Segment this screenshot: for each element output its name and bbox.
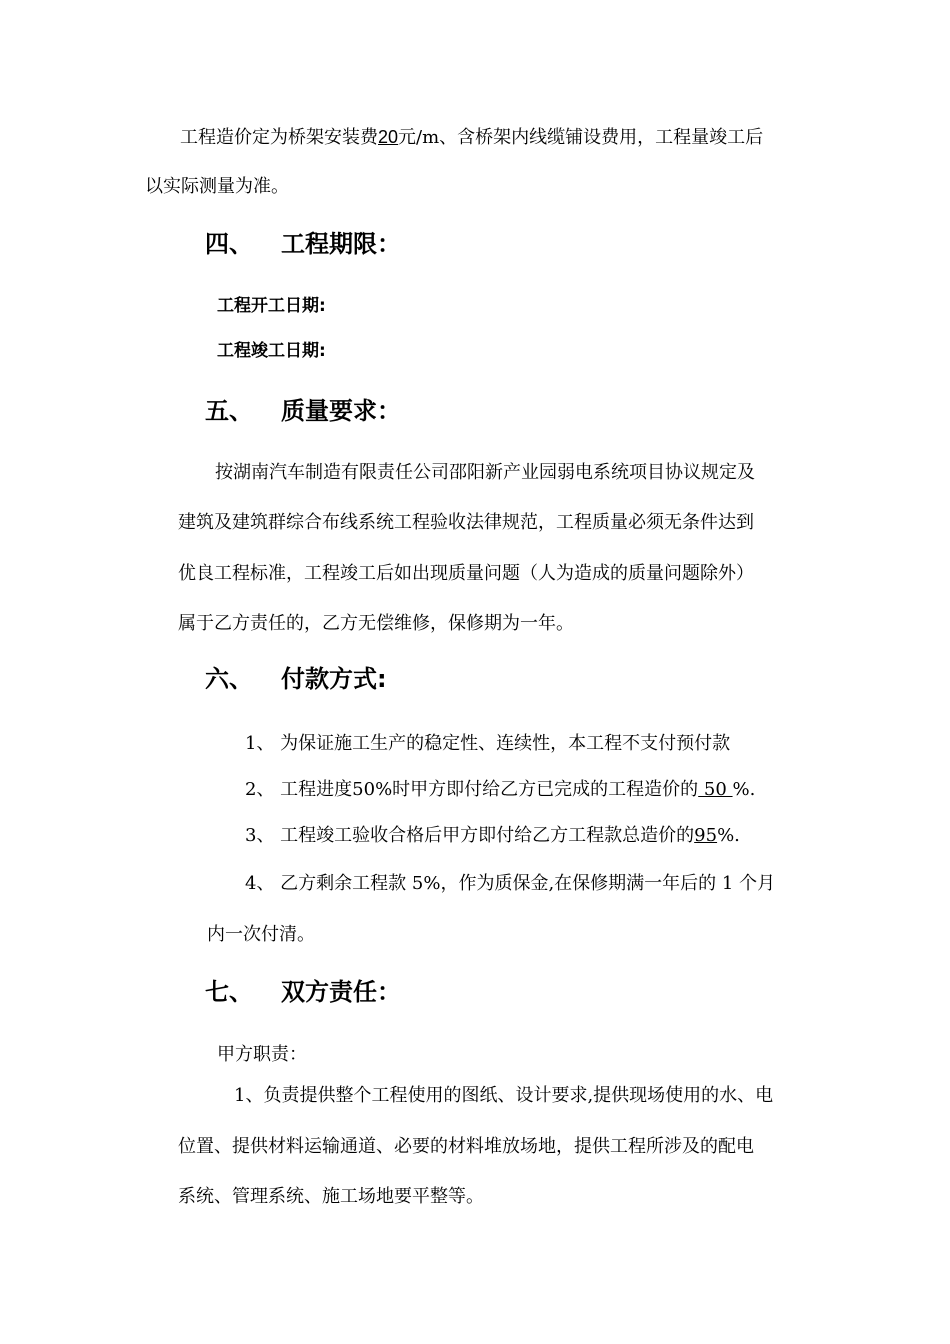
quality-line-4: 属于乙方责任的，乙方无偿维修，保修期为一年。 [178, 613, 574, 634]
start-date-label: 工程开工日期: [217, 296, 326, 316]
quality-line-1: 按湖南汽车制造有限责任公司邵阳新产业园弱电系统项目协议规定及 [215, 462, 755, 483]
payment-item-3-text: 3、 工程竣工验收合格后甲方即付给乙方工程款总造价的 [245, 825, 695, 846]
payment-item-4-line-1: 4、 乙方剩余工程款 5%，作为质保金,在保修期满一年后的 1 个月 [245, 873, 776, 894]
payment-item-1: 1、 为保证施工生产的稳定性、连续性，本工程不支付预付款 [245, 733, 731, 754]
intro-text-a: 工程造价定为桥架安装费 [180, 127, 378, 148]
payment-item-2-unit: %. [732, 779, 756, 800]
payment-item-3-unit: %. [717, 825, 740, 846]
end-date-label: 工程竣工日期: [217, 341, 326, 361]
party-a-duty-1-line-1: 1、负责提供整个工程使用的图纸、设计要求,提供现场使用的水、电 [234, 1085, 774, 1106]
section-5-title: 质量要求： [281, 397, 401, 425]
party-a-duty-1-line-2: 位置、提供材料运输通道、必要的材料堆放场地，提供工程所涉及的配电 [178, 1136, 754, 1157]
section-7-title: 双方责任： [281, 978, 401, 1006]
intro-line-1 [180, 125, 763, 150]
payment-item-2-text: 2、 工程进度50%时甲方即付给乙方已完成的工程造价的 [245, 779, 699, 800]
quality-line-2: 建筑及建筑群综合布线系统工程验收法律规范，工程质量必须无条件达到 [178, 512, 754, 533]
section-4-heading [205, 229, 401, 259]
quality-line-3: 优良工程标准，工程竣工后如出现质量问题（人为造成的质量问题除外） [178, 563, 754, 584]
payment-item-3 [245, 824, 740, 848]
section-7-number: 七、 [205, 978, 253, 1006]
payment-item-2 [245, 778, 755, 802]
progress-payment-percent: 50 [698, 779, 733, 800]
section-5-number: 五、 [205, 397, 253, 425]
section-4-number: 四、 [205, 230, 253, 258]
section-4-title: 工程期限： [281, 230, 401, 258]
party-a-duties-label: 甲方职责： [217, 1044, 307, 1065]
intro-text-b: 元/m、含桥架内线缆铺设费用，工程量竣工后 [398, 127, 764, 148]
section-6-heading [205, 664, 387, 694]
payment-item-4-line-2: 内一次付清。 [207, 924, 315, 945]
section-6-number: 六、 [205, 665, 253, 693]
bridge-price-value: 20 [378, 127, 399, 147]
completion-payment-percent: 95 [694, 825, 718, 846]
section-5-heading [205, 396, 401, 426]
party-a-duty-1-line-3: 系统、管理系统、施工场地要平整等。 [178, 1186, 484, 1207]
section-6-title: 付款方式: [281, 665, 387, 693]
intro-line-2: 以实际测量为准。 [145, 176, 289, 197]
section-7-heading [205, 977, 401, 1007]
